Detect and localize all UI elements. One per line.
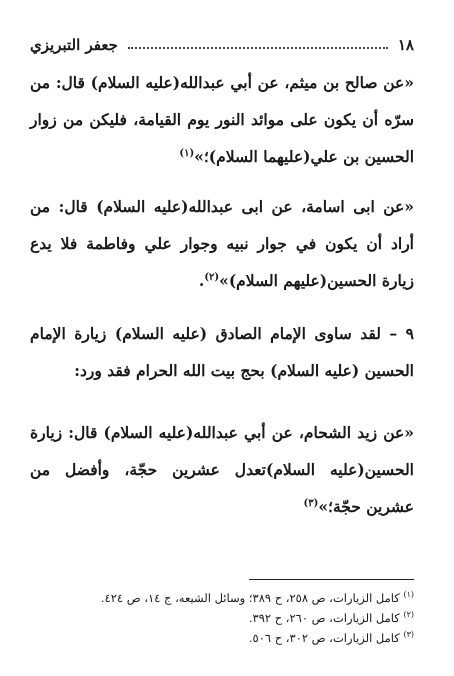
running-head-author: جعفر التبريزي xyxy=(30,36,118,54)
footnote-mark: (٣) xyxy=(403,630,414,640)
page-number: ١٨ xyxy=(397,36,414,54)
paragraph-text: «عن زيد الشحام، عن أبي عبدالله(عليه السلام) قال: زيارة الحسين(عليه السلام)تعدل عشرين حجّة، وأفضل من عشرين حجّة؛» xyxy=(30,423,414,516)
header-dotted-leader xyxy=(128,37,388,49)
footnote-mark: (١) xyxy=(403,590,414,600)
paragraph-zayd-shahham xyxy=(30,414,414,525)
footnote-ref: (٢) xyxy=(204,271,220,283)
page-header xyxy=(30,32,414,58)
footnote-text: كامل الزيارات، ص ٣٠٢، ح ٥٠٦. xyxy=(248,631,400,645)
footnote-item xyxy=(30,608,414,628)
paragraph-abi-usama xyxy=(30,188,414,299)
paragraph-point-nine xyxy=(30,315,414,389)
footnote-text: كامل الزيارات، ص ٢٦٠، ح ٣٩٢. xyxy=(248,611,400,625)
paragraph-text: «عن ابى اسامة، عن ابى عبدالله(عليه السلام) قال: من أراد أن يكون في جوار نبيه وجوار علي وفاطمة فلا يدع زيارة الحسين(عليهم السلام)» xyxy=(30,197,414,290)
footnote-ref: (١) xyxy=(179,147,195,159)
footnote-item xyxy=(30,628,414,648)
paragraph-salih-ibn-maytham xyxy=(30,64,414,175)
footnote-item xyxy=(30,588,414,608)
footnotes xyxy=(30,588,414,648)
paragraph-text: ٩ – لقد ساوى الإمام الصادق (عليه السلام) زيارة الإمام الحسين (عليه السلام) بحج بيت الله الحرام فقد ورد: xyxy=(30,324,414,380)
footnote-ref: (٣) xyxy=(303,497,319,509)
footnote-text: كامل الزيارات، ص ٢٥٨، ح ٣٨٩؛ وسائل الشيعه، ج ١٤، ص ٤٢٤. xyxy=(100,591,400,605)
paragraph-tail: . xyxy=(198,271,205,290)
footnote-separator xyxy=(249,579,414,580)
footnote-mark: (٢) xyxy=(403,610,414,620)
paragraph-text: «عن صالح بن ميثم، عن أبي عبدالله(عليه السلام) قال: من سرّه أن يكون على موائد النور يوم القيامة، فليكن من زوار الحسين بن علي(عليهما السلام)؛» xyxy=(30,73,414,166)
